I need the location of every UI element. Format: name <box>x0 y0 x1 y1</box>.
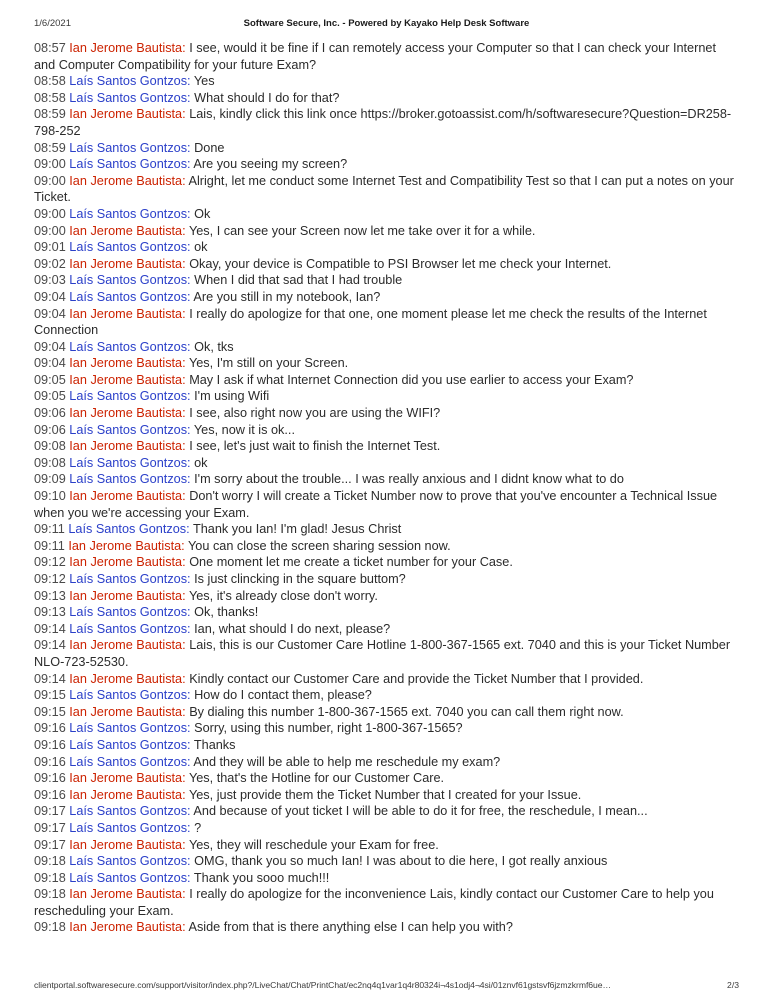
message-timestamp: 09:15 <box>34 688 66 703</box>
chat-message <box>34 754 739 771</box>
message-text: Ian, what should I do next, please? <box>194 621 391 636</box>
chat-message <box>34 853 739 870</box>
chat-message <box>34 388 739 405</box>
message-speaker: Ian Jerome Bautista: <box>69 555 186 570</box>
chat-message <box>34 173 739 206</box>
message-text: Thank you sooo much!!! <box>193 870 330 885</box>
message-timestamp: 09:18 <box>34 920 66 935</box>
message-timestamp: 09:13 <box>34 588 66 603</box>
message-text: I really do apologize for the inconvenience Lais, kindly contact our Customer Care to help you rescheduling your Exam. <box>34 887 714 918</box>
chat-message <box>34 737 739 754</box>
message-speaker: Ian Jerome Bautista: <box>69 887 186 902</box>
message-text: Don't worry I will create a Ticket Number now to prove that you've encounter a Technical Issue when you we're accessing your Exam. <box>34 489 718 520</box>
chat-message <box>34 837 739 854</box>
message-speaker: Laís Santos Gontzos: <box>69 605 191 620</box>
message-text: Sorry, using this number, right 1-800-367-1565? <box>194 721 463 736</box>
message-speaker: Ian Jerome Bautista: <box>69 837 186 852</box>
chat-message <box>34 471 739 488</box>
message-speaker: Laís Santos Gontzos: <box>69 737 191 752</box>
message-timestamp: 09:04 <box>34 356 66 371</box>
chat-message <box>34 438 739 455</box>
chat-message <box>34 886 739 919</box>
message-text: What should I do for that? <box>194 90 340 105</box>
message-timestamp: 09:02 <box>34 256 66 271</box>
message-timestamp: 09:14 <box>34 621 66 636</box>
chat-message <box>34 140 739 157</box>
chat-message <box>34 455 739 472</box>
message-speaker: Ian Jerome Bautista: <box>69 223 186 238</box>
message-speaker: Laís Santos Gontzos: <box>69 157 191 172</box>
chat-message <box>34 803 739 820</box>
chat-message <box>34 156 739 173</box>
message-timestamp: 09:13 <box>34 605 66 620</box>
message-text: Yes, they will reschedule your Exam for free. <box>188 837 439 852</box>
header-title: Software Secure, Inc. - Powered by Kayako Help Desk Software <box>243 18 530 29</box>
message-speaker: Ian Jerome Bautista: <box>69 107 186 122</box>
message-speaker: Ian Jerome Bautista: <box>69 41 186 55</box>
message-timestamp: 09:08 <box>34 455 66 470</box>
message-timestamp: 09:12 <box>34 555 66 570</box>
message-text: Done <box>194 140 225 155</box>
message-timestamp: 09:09 <box>34 472 66 487</box>
message-timestamp: 09:17 <box>34 804 66 819</box>
message-speaker: Ian Jerome Bautista: <box>69 173 186 188</box>
message-speaker: Laís Santos Gontzos: <box>69 289 191 304</box>
message-timestamp: 09:15 <box>34 704 66 719</box>
footer-page-number: 2/3 <box>727 980 739 990</box>
message-text: I'm using Wifi <box>194 389 270 404</box>
message-timestamp: 09:05 <box>34 389 66 404</box>
message-timestamp: 08:58 <box>34 74 66 89</box>
message-text: Lais, kindly click this link once https://broker.gotoassist.com/h/softwaresecure?Question=DR258-798-252 <box>34 107 732 138</box>
message-text: Yes, now it is ok... <box>193 422 295 437</box>
message-timestamp: 09:18 <box>34 887 66 902</box>
chat-message <box>34 571 739 588</box>
message-speaker: Ian Jerome Bautista: <box>69 920 186 935</box>
message-timestamp: 09:14 <box>34 638 66 653</box>
chat-message <box>34 223 739 240</box>
chat-message <box>34 256 739 273</box>
message-text: One moment let me create a ticket number for your Case. <box>189 555 513 570</box>
chat-message <box>34 787 739 804</box>
message-speaker: Laís Santos Gontzos: <box>69 804 191 819</box>
message-timestamp: 09:00 <box>34 206 66 221</box>
footer-url: clientportal.softwaresecure.com/support/visitor/index.php?/LiveChat/Chat/PrintChat/ec2nq4q1var1q4r80324i¬4s1odj4¬4si/01znvf61gstsvf6jzmzkrmf6ue… <box>34 980 612 990</box>
message-timestamp: 09:06 <box>34 422 66 437</box>
message-speaker: Laís Santos Gontzos: <box>69 854 191 869</box>
chat-message <box>34 422 739 439</box>
message-timestamp: 09:16 <box>34 787 66 802</box>
message-speaker: Laís Santos Gontzos: <box>69 206 191 221</box>
message-timestamp: 09:10 <box>34 489 66 504</box>
message-timestamp: 09:16 <box>34 754 66 769</box>
message-text: Ok, tks <box>194 339 234 354</box>
chat-message <box>34 90 739 107</box>
message-timestamp: 09:04 <box>34 289 66 304</box>
chat-message <box>34 671 739 688</box>
page-footer <box>34 980 739 990</box>
message-timestamp: 09:05 <box>34 372 66 387</box>
header-date: 1/6/2021 <box>34 18 71 29</box>
message-text: And because of yout ticket I will be able to do it for free, the reschedule, I mean... <box>193 804 648 819</box>
chat-message <box>34 870 739 887</box>
message-timestamp: 09:04 <box>34 339 66 354</box>
message-timestamp: 09:03 <box>34 273 66 288</box>
message-speaker: Ian Jerome Bautista: <box>69 671 186 686</box>
message-timestamp: 09:18 <box>34 870 66 885</box>
chat-message <box>34 339 739 356</box>
message-timestamp: 09:06 <box>34 406 66 421</box>
message-speaker: Ian Jerome Bautista: <box>69 356 186 371</box>
message-text: Lais, this is our Customer Care Hotline 1-800-367-1565 ext. 7040 and this is your Ticket Number NLO-723-52530. <box>34 638 731 669</box>
message-text: I see, also right now you are using the WIFI? <box>189 406 441 421</box>
message-speaker: Laís Santos Gontzos: <box>69 472 191 487</box>
message-timestamp: 09:18 <box>34 854 66 869</box>
message-speaker: Laís Santos Gontzos: <box>68 522 190 537</box>
chat-message <box>34 604 739 621</box>
message-timestamp: 09:16 <box>34 721 66 736</box>
message-text: How do I contact them, please? <box>194 688 372 703</box>
message-timestamp: 09:11 <box>34 522 65 537</box>
chat-message <box>34 206 739 223</box>
message-speaker: Laís Santos Gontzos: <box>69 870 191 885</box>
message-speaker: Ian Jerome Bautista: <box>69 588 186 603</box>
message-timestamp: 09:11 <box>34 538 65 553</box>
chat-message <box>34 820 739 837</box>
message-timestamp: 08:59 <box>34 107 66 122</box>
message-speaker: Ian Jerome Bautista: <box>69 256 186 271</box>
chat-message <box>34 272 739 289</box>
chat-message <box>34 40 739 73</box>
message-speaker: Laís Santos Gontzos: <box>69 339 191 354</box>
message-text: I'm sorry about the trouble... I was really anxious and I didnt know what to do <box>194 472 624 487</box>
chat-message <box>34 720 739 737</box>
chat-message <box>34 687 739 704</box>
message-text: And they will be able to help me reschedule my exam? <box>193 754 501 769</box>
chat-message <box>34 538 739 555</box>
message-timestamp: 08:58 <box>34 90 66 105</box>
message-speaker: Laís Santos Gontzos: <box>69 240 191 255</box>
message-text: I see, let's just wait to finish the Internet Test. <box>189 439 441 454</box>
message-speaker: Laís Santos Gontzos: <box>69 820 191 835</box>
message-text: By dialing this number 1-800-367-1565 ext. 7040 you can call them right now. <box>189 704 624 719</box>
chat-message <box>34 73 739 90</box>
message-text: Aside from that is there anything else I can help you with? <box>188 920 513 935</box>
message-speaker: Ian Jerome Bautista: <box>69 372 186 387</box>
message-timestamp: 09:16 <box>34 737 66 752</box>
message-speaker: Laís Santos Gontzos: <box>69 422 191 437</box>
message-text: Is just clincking in the square buttom? <box>194 572 406 586</box>
chat-message <box>34 488 739 521</box>
message-speaker: Ian Jerome Bautista: <box>69 406 186 421</box>
chat-message <box>34 521 739 538</box>
message-timestamp: 09:00 <box>34 173 66 188</box>
message-text: ok <box>194 455 208 470</box>
chat-message <box>34 919 739 936</box>
message-timestamp: 09:14 <box>34 671 66 686</box>
message-text: Thank you Ian! I'm glad! Jesus Christ <box>192 522 402 537</box>
message-speaker: Laís Santos Gontzos: <box>69 621 191 636</box>
message-timestamp: 09:01 <box>34 240 66 255</box>
chat-message <box>34 372 739 389</box>
message-timestamp: 09:17 <box>34 837 66 852</box>
chat-message <box>34 239 739 256</box>
message-text: Are you still in my notebook, Ian? <box>193 289 381 304</box>
message-speaker: Laís Santos Gontzos: <box>69 721 191 736</box>
message-text: Yes, that's the Hotline for our Customer Care. <box>188 771 445 786</box>
message-timestamp: 09:12 <box>34 572 66 586</box>
page-header <box>34 18 739 34</box>
message-speaker: Laís Santos Gontzos: <box>69 90 191 105</box>
message-speaker: Ian Jerome Bautista: <box>68 538 185 553</box>
message-text: I see, would it be fine if I can remotely access your Computer so that I can check your Internet and Computer Compatibility for your future Exam? <box>34 41 716 72</box>
message-text: Are you seeing my screen? <box>193 157 348 172</box>
message-text: When I did that sad that I had trouble <box>194 273 403 288</box>
message-speaker: Ian Jerome Bautista: <box>69 787 186 802</box>
message-speaker: Laís Santos Gontzos: <box>69 455 191 470</box>
message-speaker: Ian Jerome Bautista: <box>69 489 186 504</box>
message-text: Yes, it's already close don't worry. <box>188 588 378 603</box>
message-timestamp: 09:17 <box>34 820 66 835</box>
message-timestamp: 08:57 <box>34 41 66 55</box>
message-text: Thanks <box>193 737 236 752</box>
chat-message <box>34 770 739 787</box>
message-timestamp: 09:04 <box>34 306 66 321</box>
message-speaker: Ian Jerome Bautista: <box>69 638 186 653</box>
message-timestamp: 09:16 <box>34 771 66 786</box>
chat-message <box>34 405 739 422</box>
message-speaker: Laís Santos Gontzos: <box>69 140 191 155</box>
message-text: Yes <box>193 74 215 89</box>
message-speaker: Ian Jerome Bautista: <box>69 771 186 786</box>
chat-message <box>34 621 739 638</box>
message-speaker: Laís Santos Gontzos: <box>69 273 191 288</box>
message-text: I really do apologize for that one, one moment please let me check the results of the Internet Connection <box>34 306 707 338</box>
message-text: Yes, I'm still on your Screen. <box>188 356 349 371</box>
message-text: Ok, thanks! <box>194 605 259 620</box>
chat-transcript <box>34 40 739 936</box>
message-speaker: Ian Jerome Bautista: <box>69 704 186 719</box>
chat-message <box>34 588 739 605</box>
message-text: ? <box>194 820 202 835</box>
message-speaker: Laís Santos Gontzos: <box>69 389 191 404</box>
chat-message <box>34 554 739 571</box>
message-speaker: Laís Santos Gontzos: <box>69 572 191 586</box>
message-speaker: Ian Jerome Bautista: <box>69 439 186 454</box>
chat-message <box>34 289 739 306</box>
chat-message <box>34 306 739 339</box>
message-timestamp: 09:00 <box>34 223 66 238</box>
message-text: Ok <box>194 206 211 221</box>
chat-message <box>34 637 739 670</box>
message-text: Yes, just provide them the Ticket Number that I created for your Issue. <box>188 787 582 802</box>
message-text: Alright, let me conduct some Internet Test and Compatibility Test so that I can put a notes on your Ticket. <box>34 173 734 205</box>
message-timestamp: 09:00 <box>34 157 66 172</box>
chat-message <box>34 106 739 139</box>
message-text: May I ask if what Internet Connection did you use earlier to access your Exam? <box>189 372 634 387</box>
message-text: OMG, thank you so much Ian! I was about to die here, I got really anxious <box>194 854 608 869</box>
message-speaker: Laís Santos Gontzos: <box>69 754 191 769</box>
chat-message <box>34 355 739 372</box>
message-speaker: Ian Jerome Bautista: <box>69 306 186 321</box>
message-speaker: Laís Santos Gontzos: <box>69 74 191 89</box>
message-timestamp: 08:59 <box>34 140 66 155</box>
message-text: Yes, I can see your Screen now let me take over it for a while. <box>188 223 536 238</box>
message-timestamp: 09:08 <box>34 439 66 454</box>
message-text: ok <box>194 240 208 255</box>
message-text: Kindly contact our Customer Care and provide the Ticket Number that I provided. <box>189 671 644 686</box>
message-text: You can close the screen sharing session now. <box>188 538 451 553</box>
message-text: Okay, your device is Compatible to PSI Browser let me check your Internet. <box>189 256 612 271</box>
chat-message <box>34 704 739 721</box>
message-speaker: Laís Santos Gontzos: <box>69 688 191 703</box>
